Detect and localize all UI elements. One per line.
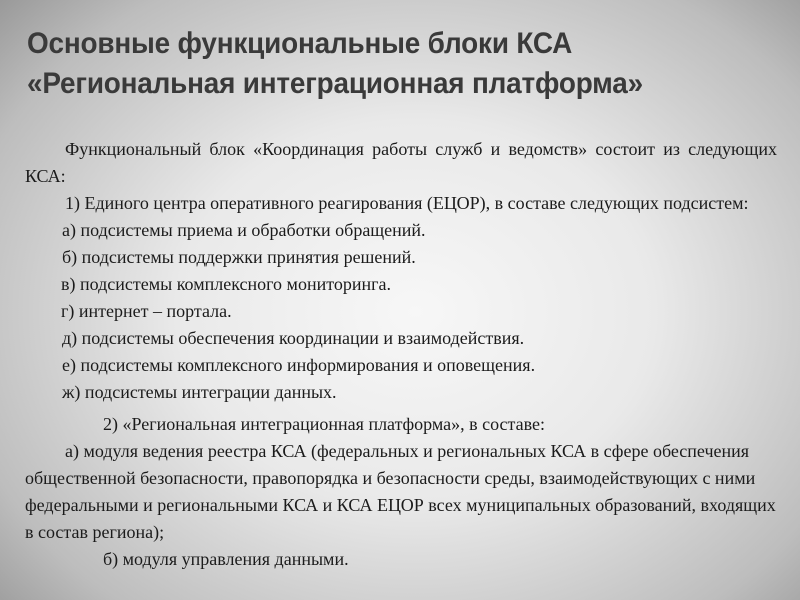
slide-title bbox=[27, 24, 734, 104]
point-2-paragraph: 2) «Региональная интеграционная платформа», в составе: bbox=[103, 414, 545, 434]
module-a-paragraph: а) модуля ведения реестра КСА (федеральных и региональных КСА в сфере обеспечения общественной безопасности, правопорядка и безопасности среды, взаимодействующих с ними федеральными и региональными КСА и КСА ЕЦОР всех муниципальных образований, входящих в состав региона); bbox=[25, 441, 776, 542]
slide-title-line-2: «Региональная интеграционная платформа» bbox=[27, 67, 643, 100]
subsystem-item: д) подсистемы обеспечения координации и взаимодействия. bbox=[62, 328, 525, 348]
slide-title-line-1: Основные функциональные блоки КСА bbox=[27, 27, 573, 60]
slide-body bbox=[25, 136, 777, 573]
subsystem-item: а) подсистемы приема и обработки обращений. bbox=[62, 220, 426, 240]
subsystem-item: е) подсистемы комплексного информирования и оповещения. bbox=[62, 355, 536, 375]
module-b-paragraph: б) модуля управления данными. bbox=[103, 549, 349, 569]
subsystem-item: б) подсистемы поддержки принятия решений. bbox=[62, 247, 416, 267]
point-1-paragraph: 1) Единого центра оперативного реагирования (ЕЦОР), в составе следующих подсистем: bbox=[65, 193, 749, 213]
subsystem-item: г) интернет – портала. bbox=[61, 301, 232, 321]
subsystem-item: в) подсистемы комплексного мониторинга. bbox=[61, 274, 391, 294]
subsystem-item: ж) подсистемы интеграции данных. bbox=[62, 382, 337, 402]
intro-paragraph: Функциональный блок «Координация работы служб и ведомств» состоит из следующих КСА: bbox=[25, 139, 777, 186]
